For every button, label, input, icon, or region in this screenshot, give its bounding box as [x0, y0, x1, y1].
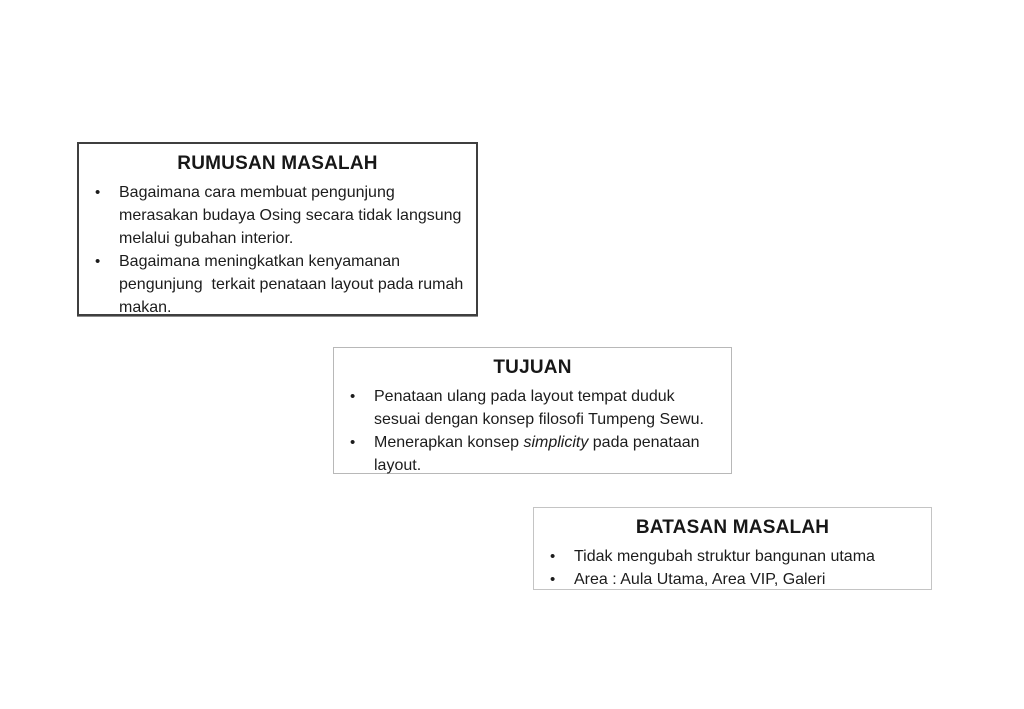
rumusan-masalah-bullet-list: [79, 181, 476, 319]
batasan-masalah-title: BATASAN MASALAH: [635, 517, 830, 538]
bullet-text: Penataan ulang pada layout tempat duduk sesuai dengan konsep filosofi Tumpeng Sewu.: [374, 388, 704, 428]
bullet-icon: •: [350, 388, 356, 405]
list-item: [93, 250, 466, 319]
bullet-text-part: pada penataan layout.: [374, 434, 704, 474]
bullet-icon: •: [550, 571, 556, 588]
bullet-text: Tidak mengubah struktur bangunan utama: [574, 548, 875, 565]
bullet-icon: •: [95, 253, 101, 270]
tujuan-box: [333, 347, 732, 474]
bullet-text: Area : Aula Utama, Area VIP, Galeri: [574, 571, 826, 588]
bullet-icon: •: [550, 548, 556, 565]
rumusan-masalah-box: [77, 142, 478, 316]
bullet-text: Bagaimana cara membuat pengunjung merasakan budaya Osing secara tidak langsung melalui gubahan interior.: [119, 184, 466, 247]
bullet-icon: •: [95, 184, 101, 201]
bullet-text-part: Menerapkan konsep: [374, 434, 524, 451]
bullet-icon: •: [350, 434, 356, 451]
list-item: [348, 431, 721, 477]
tujuan-bullet-list: [334, 385, 731, 477]
rumusan-masalah-title: RUMUSAN MASALAH: [177, 153, 378, 174]
tujuan-title: TUJUAN: [493, 357, 572, 378]
bullet-text: Bagaimana meningkatkan kenyamanan pengunjung terkait penataan layout pada rumah makan.: [119, 253, 468, 316]
list-item: [548, 545, 921, 568]
batasan-masalah-bullet-list: [534, 545, 931, 591]
bullet-text-italic: simplicity: [523, 434, 589, 451]
batasan-masalah-box: [533, 507, 932, 590]
list-item: [548, 568, 921, 591]
bullet-text: [374, 431, 721, 477]
list-item: [93, 181, 466, 250]
list-item: [348, 385, 721, 431]
